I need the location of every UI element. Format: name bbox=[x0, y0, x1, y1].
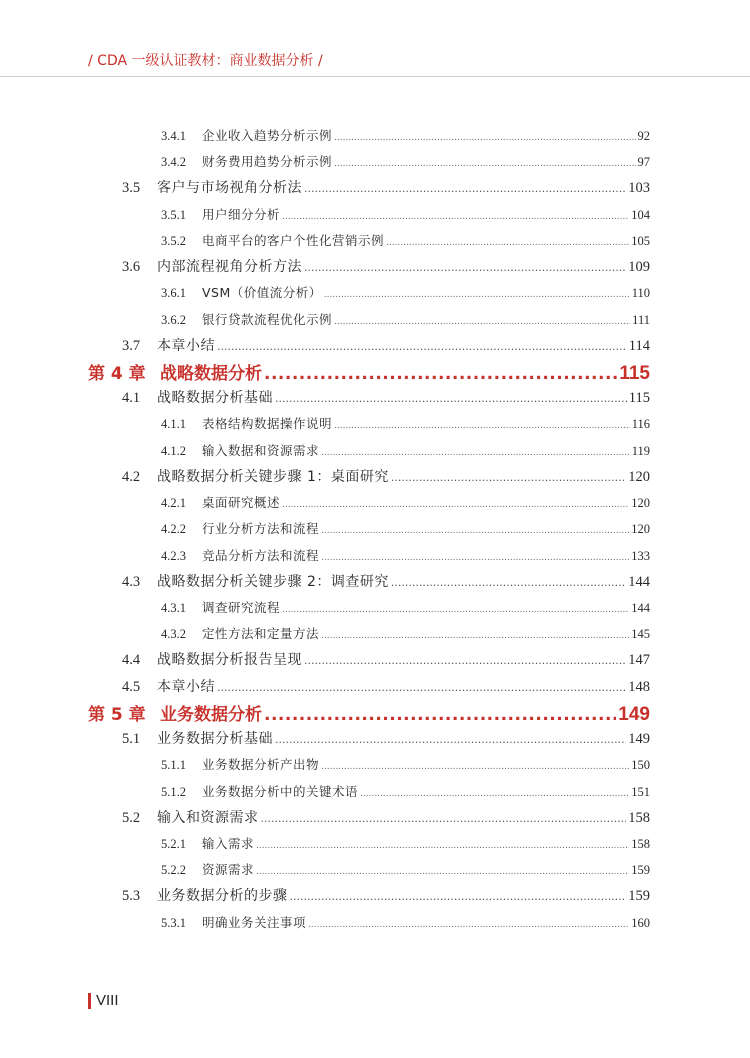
toc-dot-leader bbox=[304, 654, 626, 667]
toc-page-number: 133 bbox=[631, 548, 650, 563]
toc-number: 5.3.1 bbox=[161, 915, 186, 930]
toc-page-number: 115 bbox=[628, 390, 650, 407]
toc-number: 3.4.1 bbox=[161, 129, 186, 143]
toc-number: 5.2.2 bbox=[161, 863, 186, 878]
toc-page-number: 151 bbox=[631, 784, 650, 799]
toc-dot-leader bbox=[217, 340, 627, 353]
toc-page-number: 145 bbox=[631, 627, 650, 642]
toc-dot-leader bbox=[282, 500, 629, 510]
toc-number: 4.2.1 bbox=[161, 496, 186, 511]
toc-title: 用户细分分析 bbox=[202, 206, 281, 222]
toc-page-number: 120 bbox=[628, 468, 650, 485]
toc-number: 5.2.1 bbox=[161, 836, 186, 851]
toc-dot-leader bbox=[324, 290, 630, 300]
toc-entry-sub bbox=[161, 126, 650, 144]
toc-page-number: 103 bbox=[628, 180, 650, 197]
toc-number: 4.3.1 bbox=[161, 600, 186, 615]
toc-entry-sec bbox=[122, 466, 650, 486]
toc-dot-leader bbox=[334, 133, 635, 143]
toc-dot-leader bbox=[256, 841, 629, 851]
toc-number: 4.1.1 bbox=[161, 417, 186, 432]
toc-title: 战略数据分析基础 bbox=[157, 390, 273, 407]
toc-dot-leader bbox=[304, 182, 626, 195]
toc-page-number: 120 bbox=[631, 522, 650, 537]
toc-dot-leader bbox=[360, 789, 629, 799]
toc-dot-leader bbox=[334, 317, 630, 327]
toc-title: 业务数据分析 bbox=[160, 705, 262, 726]
toc-entry-chap bbox=[88, 700, 650, 726]
toc-title: 竞品分析方法和流程 bbox=[202, 547, 320, 563]
toc-number: 4.2.2 bbox=[161, 522, 186, 537]
toc-dot-leader bbox=[391, 576, 626, 589]
toc-title: 业务数据分析的步骤 bbox=[157, 888, 288, 905]
toc-entry-sec bbox=[122, 387, 650, 407]
toc-dot-leader bbox=[304, 261, 626, 274]
toc-title: 业务数据分析基础 bbox=[157, 731, 273, 748]
toc-number: 5.2 bbox=[122, 809, 141, 826]
header-title: / CDA 一级认证教材：商业数据分析 / bbox=[88, 53, 323, 69]
toc-title: 输入和资源需求 bbox=[157, 809, 259, 826]
toc-page-number: 111 bbox=[632, 312, 650, 327]
toc-page-number: 92 bbox=[637, 129, 650, 143]
toc-dot-leader bbox=[321, 762, 629, 772]
toc-dot-leader bbox=[275, 733, 626, 746]
toc-entry-sub bbox=[161, 493, 650, 511]
toc-entry-sub bbox=[161, 231, 650, 249]
toc-number: 3.6.1 bbox=[161, 286, 186, 301]
toc-number: 3.7 bbox=[122, 337, 141, 354]
toc-dot-leader bbox=[321, 631, 629, 641]
toc-title: 定性方法和定量方法 bbox=[202, 626, 320, 642]
toc-dot-leader bbox=[217, 681, 626, 694]
toc-number: 4.2 bbox=[122, 468, 141, 485]
toc-entry-sub bbox=[161, 414, 650, 432]
toc-number: 3.6.2 bbox=[161, 312, 186, 327]
toc-number: 4.3 bbox=[122, 573, 141, 590]
toc-number: 第 5 章 bbox=[88, 705, 146, 726]
toc-title: 行业分析方法和流程 bbox=[202, 521, 320, 537]
toc-title: 本章小结 bbox=[157, 678, 215, 695]
toc-entry-sec bbox=[122, 571, 650, 591]
toc-number: 5.1 bbox=[122, 731, 141, 748]
toc-title: 业务数据分析中的关键术语 bbox=[202, 783, 359, 799]
toc-title: 表格结构数据操作说明 bbox=[202, 416, 333, 432]
toc-title: 客户与市场视角分析法 bbox=[157, 180, 302, 197]
toc-entry-sub bbox=[161, 519, 650, 537]
toc-page-number: 160 bbox=[631, 915, 650, 930]
toc-dot-leader bbox=[275, 392, 627, 405]
toc-entry-sec bbox=[122, 649, 650, 669]
toc-dot-leader bbox=[264, 705, 616, 725]
toc-title: 银行贷款流程优化示例 bbox=[202, 311, 333, 327]
toc-title: 输入需求 bbox=[202, 835, 255, 851]
toc-page-number: 109 bbox=[628, 259, 650, 276]
toc-entry-sec bbox=[122, 335, 650, 355]
toc-title: 财务费用趋势分析示例 bbox=[202, 154, 333, 170]
toc-number: 3.5 bbox=[122, 180, 141, 197]
toc-number: 4.5 bbox=[122, 678, 141, 695]
toc-title: 明确业务关注事项 bbox=[202, 914, 307, 930]
toc-entry-sub bbox=[161, 913, 650, 931]
toc-title: 战略数据分析关键步骤 1：桌面研究 bbox=[157, 468, 389, 485]
toc-page-number: 158 bbox=[628, 809, 650, 826]
toc-number: 3.4.2 bbox=[161, 155, 186, 170]
toc-dot-leader bbox=[308, 920, 629, 930]
toc-page-number: 144 bbox=[631, 600, 650, 615]
toc-entry-sec bbox=[122, 676, 650, 696]
toc-entry-sub bbox=[161, 624, 650, 642]
toc-dot-leader bbox=[386, 238, 629, 248]
toc-page-number: 149 bbox=[618, 704, 650, 726]
toc-dot-leader bbox=[321, 553, 629, 563]
toc-title: 本章小结 bbox=[157, 337, 215, 354]
toc-page-number: 120 bbox=[631, 496, 650, 511]
toc-entry-sec bbox=[122, 885, 650, 905]
toc-dot-leader bbox=[334, 421, 630, 431]
footer-accent-bar bbox=[88, 993, 91, 1009]
toc-page-number: 104 bbox=[631, 207, 650, 222]
toc-title: 电商平台的客户个性化营销示例 bbox=[202, 232, 385, 248]
toc-dot-leader bbox=[391, 471, 626, 484]
toc-page-number: 149 bbox=[628, 731, 650, 748]
toc-number: 3.5.1 bbox=[161, 207, 186, 222]
toc-entry-sub bbox=[161, 152, 650, 170]
toc-dot-leader bbox=[282, 212, 629, 222]
toc-title: 战略数据分析 bbox=[160, 364, 262, 385]
toc-dot-leader bbox=[256, 867, 629, 877]
toc-page-number: 158 bbox=[631, 836, 650, 851]
toc-dot-leader bbox=[334, 159, 635, 169]
toc-entry-sub bbox=[161, 782, 650, 800]
toc-page-number: 115 bbox=[619, 363, 650, 385]
toc-entry-sec bbox=[122, 177, 650, 197]
toc-number: 4.1 bbox=[122, 390, 141, 407]
toc-title: VSM（价值流分析） bbox=[202, 285, 322, 301]
toc-page-number: 116 bbox=[631, 417, 650, 432]
toc-page-number: 114 bbox=[628, 337, 650, 354]
toc-page-number: 97 bbox=[637, 155, 650, 170]
toc-number: 4.3.2 bbox=[161, 627, 186, 642]
toc-entry-sub bbox=[161, 598, 650, 616]
toc-dot-leader bbox=[321, 526, 629, 536]
toc-page-number: 110 bbox=[631, 286, 650, 301]
toc-entry-sub bbox=[161, 205, 650, 223]
toc-number: 4.1.2 bbox=[161, 443, 186, 458]
toc-entry-sec bbox=[122, 256, 650, 276]
toc-title: 战略数据分析报告呈现 bbox=[157, 652, 302, 669]
toc-title: 输入数据和资源需求 bbox=[202, 442, 320, 458]
toc-dot-leader bbox=[290, 890, 627, 903]
toc-page-number: 144 bbox=[628, 573, 650, 590]
toc-entry-sub bbox=[161, 860, 650, 878]
toc-number: 5.3 bbox=[122, 888, 141, 905]
toc-page-number: 105 bbox=[631, 233, 650, 248]
toc-entry-sub bbox=[161, 546, 650, 564]
toc-page-number: 150 bbox=[631, 758, 650, 773]
toc-number: 5.1.2 bbox=[161, 784, 186, 799]
toc-page-number: 159 bbox=[631, 863, 650, 878]
toc-title: 企业收入趋势分析示例 bbox=[202, 128, 333, 143]
toc-entry-sec bbox=[122, 728, 650, 748]
toc-entry-sec bbox=[122, 807, 650, 827]
toc-entry-sub bbox=[161, 834, 650, 852]
footer-page-number: VIII bbox=[96, 992, 119, 1009]
toc-entry-chap bbox=[88, 359, 650, 385]
toc-number: 4.2.3 bbox=[161, 548, 186, 563]
toc-title: 资源需求 bbox=[202, 862, 255, 878]
toc-entry-sub bbox=[161, 283, 650, 301]
toc-dot-leader bbox=[321, 448, 630, 458]
toc-title: 内部流程视角分析方法 bbox=[157, 259, 302, 276]
toc-dot-leader bbox=[264, 364, 617, 384]
toc-page-number: 159 bbox=[628, 888, 650, 905]
toc-number: 4.4 bbox=[122, 652, 141, 669]
toc-entry-sub bbox=[161, 755, 650, 773]
toc-title: 调查研究流程 bbox=[202, 599, 281, 615]
toc-page-number: 148 bbox=[628, 678, 650, 695]
toc-dot-leader bbox=[282, 605, 629, 615]
toc-title: 业务数据分析产出物 bbox=[202, 757, 320, 773]
toc-entry-sub bbox=[161, 310, 650, 328]
toc-number: 第 4 章 bbox=[88, 364, 146, 385]
toc-page-number: 147 bbox=[628, 652, 650, 669]
toc-entry-sub bbox=[161, 441, 650, 459]
toc-dot-leader bbox=[261, 812, 627, 825]
toc-title: 战略数据分析关键步骤 2：调查研究 bbox=[157, 573, 389, 590]
toc-number: 3.6 bbox=[122, 259, 141, 276]
toc-number: 3.5.2 bbox=[161, 233, 186, 248]
toc-number: 5.1.1 bbox=[161, 758, 186, 773]
toc-page-number: 119 bbox=[631, 443, 650, 458]
toc-title: 桌面研究概述 bbox=[202, 495, 281, 511]
